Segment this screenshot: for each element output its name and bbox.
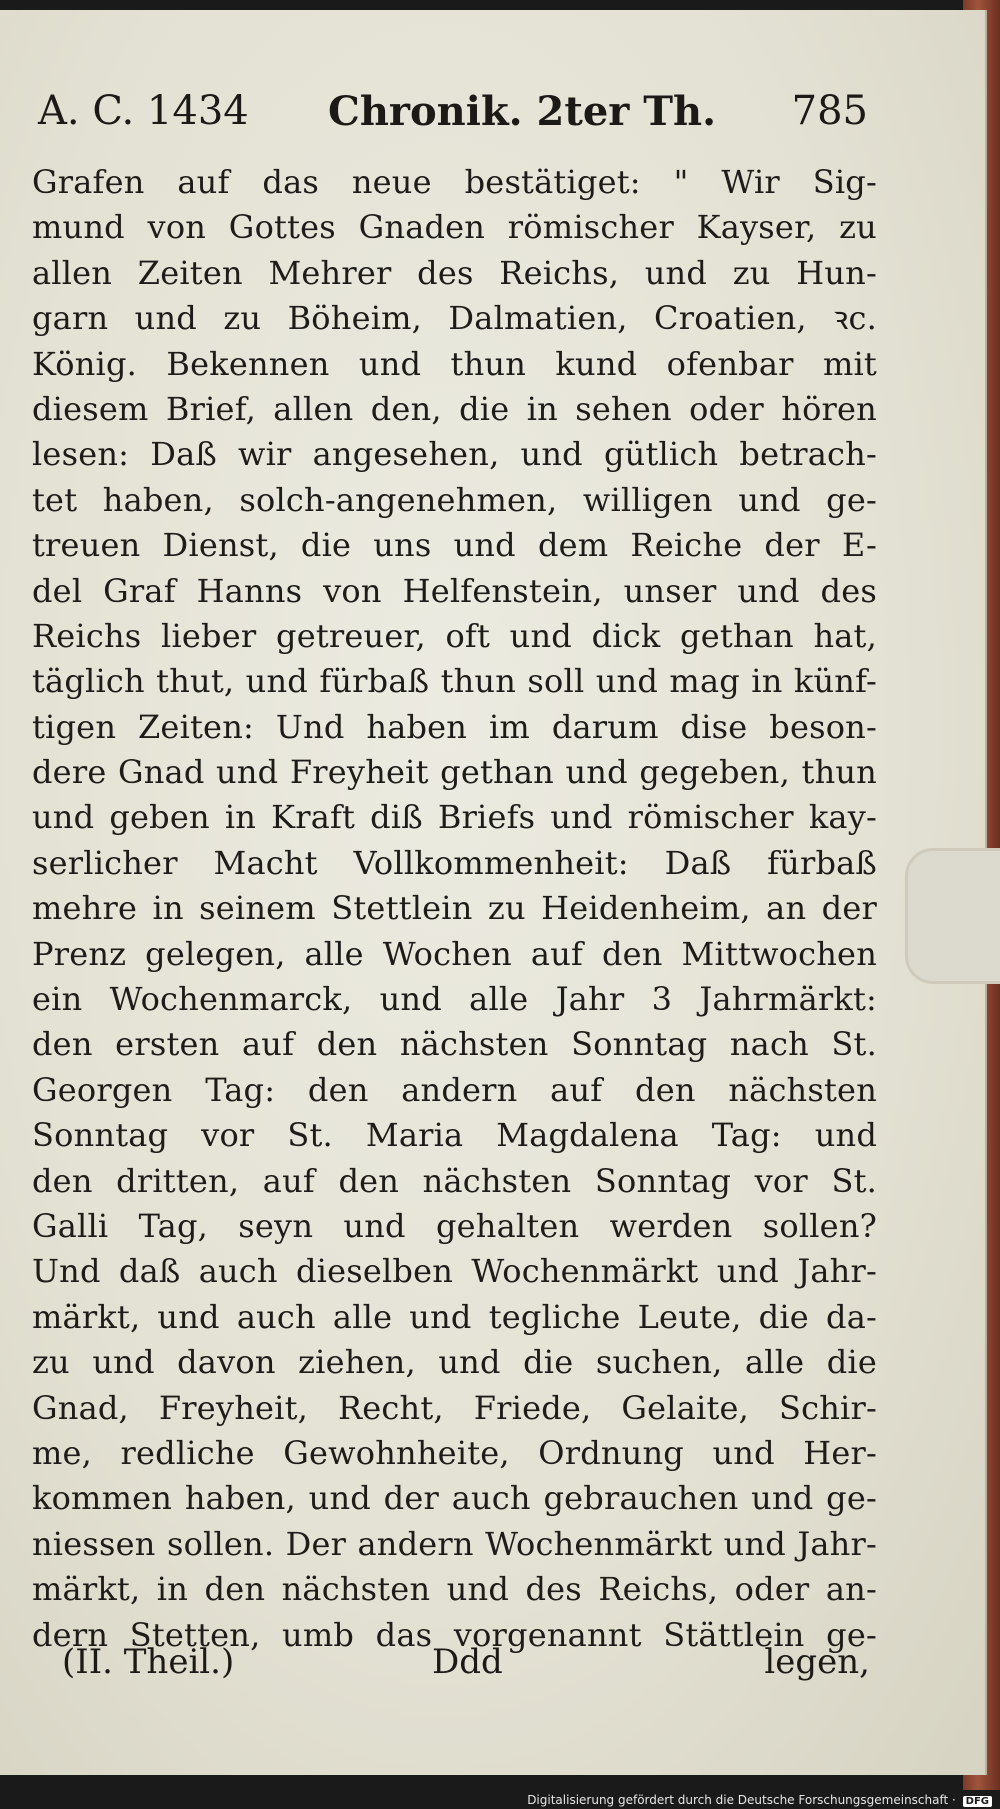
signature-mark: Ddd (432, 1642, 503, 1682)
paper-page (0, 10, 987, 1775)
text-line: serlicher Macht Vollkommenheit: Daß fürbaß (32, 843, 877, 882)
text-line: treuen Dienst, die uns und dem Reiche der E- (32, 526, 877, 565)
page-number: 785 (791, 88, 868, 134)
text-line: zu und davon ziehen, und die suchen, alle die (32, 1343, 877, 1382)
text-line: märkt, und auch alle und tegliche Leute, die da- (32, 1297, 877, 1336)
text-line: lesen: Daß wir angesehen, und gütlich betrach- (32, 435, 877, 474)
header-title: Chronik. 2ter Th. (328, 88, 717, 135)
text-line: märkt, in den nächsten und des Reichs, oder an- (32, 1570, 877, 1609)
text-line: del Graf Hanns von Helfenstein, unser und des (32, 571, 877, 610)
text-line: mund von Gottes Gnaden römischer Kayser, zu (32, 208, 877, 247)
text-line: Sonntag vor St. Maria Magdalena Tag: und (32, 1116, 877, 1155)
text-line: Prenz gelegen, alle Wochen auf den Mittwochen (32, 934, 877, 973)
text-line: kommen haben, und der auch gebrauchen und ge- (32, 1479, 877, 1518)
dfg-logo: DFG (963, 1796, 992, 1807)
text-line: garn und zu Böheim, Dalmatien, Croatien, ꝛc. (32, 299, 877, 338)
text-line: den ersten auf den nächsten Sonntag nach St. (32, 1025, 877, 1064)
text-line: und geben in Kraft diß Briefs und römischer kay- (32, 798, 877, 837)
text-line: tet haben, solch-angenehmen, willigen und ge- (32, 480, 877, 519)
text-line: tigen Zeiten: Und haben im darum dise beson- (32, 707, 877, 746)
text-line: König. Bekennen und thun kund ofenbar mit (32, 344, 877, 383)
running-header (38, 88, 868, 148)
body-text (32, 160, 877, 1658)
text-line: Grafen auf das neue bestätiget: " Wir Sig- (32, 163, 877, 201)
text-line: den dritten, auf den nächsten Sonntag vor St. (32, 1161, 877, 1200)
text-line: Galli Tag, seyn und gehalten werden sollen? (32, 1206, 877, 1245)
digitization-credit (527, 1793, 992, 1807)
header-year: A. C. 1434 (38, 88, 249, 134)
footer-volume: (II. Theil.) (62, 1642, 235, 1682)
text-line: ein Wochenmarck, und alle Jahr 3 Jahrmärkt: (32, 980, 877, 1019)
text-line: Gnad, Freyheit, Recht, Friede, Gelaite, Schir- (32, 1388, 877, 1427)
text-line: mehre in seinem Stettlein zu Heidenheim, an der (32, 889, 877, 928)
text-line: Georgen Tag: den andern auf den nächsten (32, 1070, 877, 1109)
text-line: allen Zeiten Mehrer des Reichs, und zu Hun- (32, 253, 877, 292)
text-line: dere Gnad und Freyheit gethan und gegeben, thun (32, 753, 877, 792)
text-line: dern Stetten, umb das vorgenannt Stättlein ge- (32, 1615, 877, 1654)
text-line: diesem Brief, allen den, die in sehen oder hören (32, 389, 877, 428)
catchword: legen, (764, 1642, 870, 1682)
page-footer (62, 1642, 870, 1692)
text-line: täglich thut, und fürbaß thun soll und mag in künf- (32, 662, 877, 701)
text-line: me, redliche Gewohnheite, Ordnung und Her- (32, 1433, 877, 1472)
text-line: Reichs lieber getreuer, oft und dick gethan hat, (32, 616, 877, 655)
text-line: Und daß auch dieselben Wochenmärkt und Jahr- (32, 1252, 877, 1291)
text-line: niessen sollen. Der andern Wochenmärkt und Jahr- (32, 1524, 877, 1563)
page-clip (905, 848, 1000, 984)
credit-text: Digitalisierung gefördert durch die Deutsche Forschungsgemeinschaft · (527, 1793, 956, 1807)
